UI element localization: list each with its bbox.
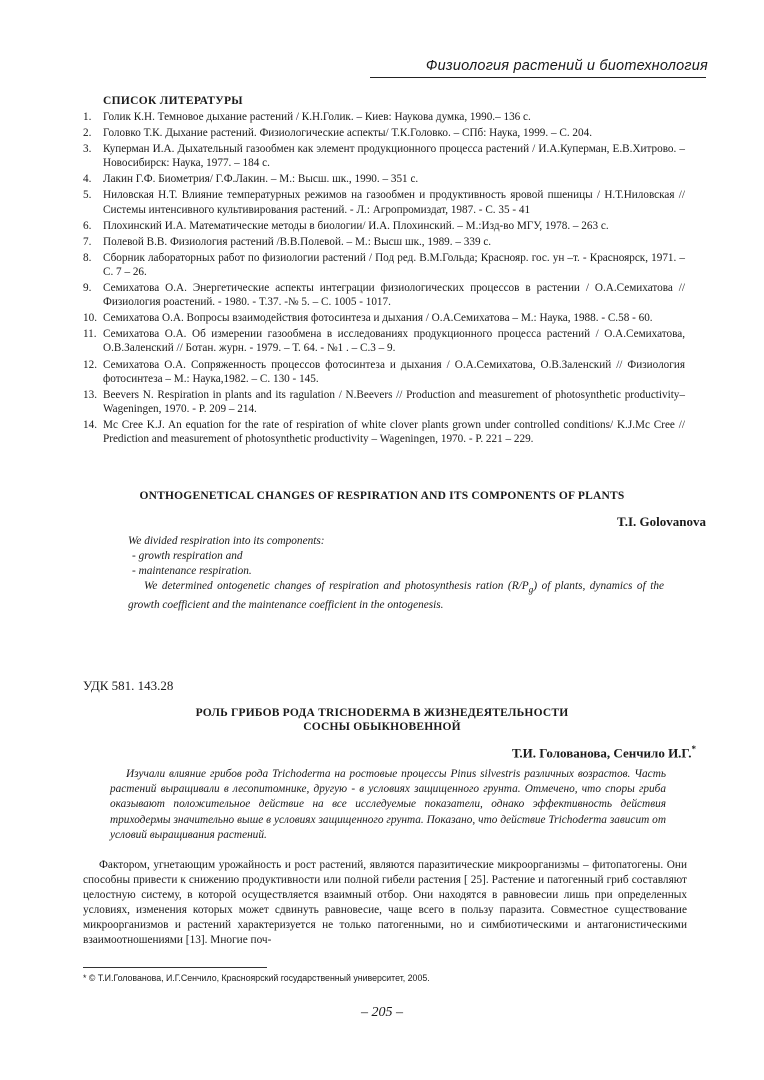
reference-number: 10. (83, 312, 97, 325)
reference-text: Семихатова О.А. Об измерении газообмена в исследованиях продукционного процесса растений / О.А.Семихатова, О.В.Заленский // Ботан. журн. - 1979. – Т. 64. - №1 . – С.3 – 9. (103, 328, 685, 355)
reference-item (83, 110, 685, 124)
reference-number: 13. (83, 388, 97, 401)
reference-number: 14. (83, 418, 97, 431)
running-head: Физиология растений и биотехнология (425, 58, 708, 74)
reference-number: 11. (83, 328, 97, 341)
english-abstract (128, 534, 664, 613)
reference-item (83, 281, 685, 309)
reference-number: 1. (83, 111, 92, 123)
english-article-author: T.I. Golovanova (617, 514, 706, 529)
reference-text: Куперман И.А. Дыхательный газообмен как элемент продукционного процесса растений / И.А.Куперман, Е.В.Хитрово. – Новосибирск: Наука, 1977. – 184 с. (103, 143, 685, 170)
reference-number: 7. (83, 235, 92, 248)
reference-item (83, 251, 685, 279)
reference-item (83, 358, 685, 386)
reference-item (83, 235, 685, 249)
footnote-rule (83, 967, 267, 968)
reference-number: 6. (83, 219, 92, 232)
abstract-subscript: g (528, 585, 534, 596)
reference-number: 8. (83, 251, 92, 264)
abstract-main-start: We determined ontogenetic changes of respiration and photosynthesis ration (R/P (144, 580, 529, 592)
footnote: * © Т.И.Голованова, И.Г.Сенчило, Красноярский государственный университет, 2005. (83, 973, 430, 983)
reference-text: Плохинский И.А. Математические методы в биологии/ И.А. Плохинский. – М.:Изд-во МГУ, 1978. – 263 с. (103, 219, 609, 232)
reference-item (83, 142, 685, 170)
title-line: СОСНЫ ОБЫКНОВЕННОЙ (303, 721, 461, 733)
reference-item (83, 172, 685, 186)
reference-text: Mc Cree K.J. An equation for the rate of respiration of white clover plants grown under controlled conditions/ K.J.Mc Cree // Prediction and measurement of photosynthetic productivity – Wageningen, 1970. - P. 221 – 229. (103, 418, 685, 445)
reference-text: Beevers N. Respiration in plants and its ragulation / N.Beevers // Production and measurement of photosynthetic productivity– Wageningen, 1970. - P. 209 – 214. (103, 388, 685, 415)
authors-text: Т.И. Голованова, Сенчило И.Г. (512, 745, 692, 761)
reference-number: 9. (83, 282, 92, 295)
reference-item (83, 188, 685, 216)
abstract-bullet: - growth respiration and (132, 550, 243, 562)
reference-number: 3. (83, 143, 92, 156)
references-list (83, 110, 685, 448)
reference-text: Голик К.Н. Темновое дыхание растений / К.Н.Голик. – Киев: Наукова думка, 1990.– 136 с. (103, 111, 531, 123)
reference-text: Семихатова О.А. Энергетические аспекты интеграции физиологических процессов в растении / О.А.Семихатова //Физиология роастений. - 1980. - Т.37. -№ 5. – С. 1005 - 1017. (103, 282, 685, 309)
reference-item (83, 388, 685, 416)
english-article-title: ONTHOGENETICAL CHANGES OF RESPIRATION AND ITS COMPONENTS OF PLANTS (139, 490, 625, 502)
reference-text: Головко Т.К. Дыхание растений. Физиологические аспекты/ Т.К.Головко. – СПб: Наука, 1999. – С. 204. (103, 127, 593, 140)
reference-text: Полевой В.В. Физиология растений /В.В.Полевой. – М.: Высш шк., 1989. – 339 с. (103, 235, 492, 248)
footnote-mark: * (691, 744, 696, 754)
reference-item (83, 219, 685, 233)
body-paragraph: Фактором, угнетающим урожайность и рост растений, являются паразитические микроорганизмы – фитопатогены. Они способны привести к снижению продуктивности или полной гибели растения [ 25]. Растение и патогенный гриб составляют целостную систему, в которой осуществляется взаимный отбор. Они находятся в равновесии лишь при определенных условиях, изменения которых может сдвинуть равновесие, чаще всего в пользу паразита. Совместное существование микроорганизмов и растений характеризуется не только патогенными, но и симбиотическими и антагонистическими взаимоотношениями [13]. Многие поч- (83, 859, 687, 946)
reference-number: 4. (83, 173, 92, 186)
russian-abstract: Изучали влияние грибов рода Trichoderma на ростовые процессы Pinus silvestris различных возрастов. Часть растений выращивали в лесопитомнике, другую - в условиях защищенного грунта. Отмечено, что споры гриба оказывают положительное действие на все исследуемые показатели, однако эффективность действия триходермы значительно выше в условиях защищенного грунта. Показано, что действие Trichoderma зависит от условий выращивания растений. (110, 768, 666, 841)
references-title: СПИСОК ЛИТЕРАТУРЫ (103, 95, 243, 107)
abstract-main-end: ) of plants, dynamics of the growth coefficient and the maintenance coefficient in the ontogenesis. (128, 580, 664, 612)
russian-article-authors (512, 744, 696, 761)
reference-text: Семихатова О.А. Сопряженность процессов фотосинтеза и дыхания / О.А.Семихатова, О.В.Заленский // Физиология фотосинтеза – М.: Наука,1982. – С. 130 - 145. (103, 358, 685, 385)
reference-number: 5. (83, 189, 92, 202)
udc-code: УДК 581. 143.28 (83, 678, 174, 693)
reference-number: 2. (83, 127, 92, 140)
abstract-intro: We divided respiration into its components: (128, 535, 325, 547)
reference-item (83, 327, 685, 355)
title-line: РОЛЬ ГРИБОВ РОДА TRICHODERMA В ЖИЗНЕДЕЯТЕЛЬНОСТИ (195, 707, 569, 719)
reference-item (83, 418, 685, 446)
reference-number: 12. (83, 358, 97, 371)
reference-text: Лакин Г.Ф. Биометрия/ Г.Ф.Лакин. – М.: Высш. шк., 1990. – 351 с. (103, 173, 419, 186)
reference-text: Ниловская Н.Т. Влияние температурных режимов на газообмен и продуктивность яровой пшеницы / Н.Т.Ниловская // Системы интенсивного культивирования растений. - Л.: Агропромиздат, 1987. - С. 35 - 41 (103, 189, 685, 216)
page-number: – 205 – (361, 1005, 403, 1020)
abstract-bullet: - maintenance respiration. (132, 565, 252, 577)
header-rule (370, 77, 706, 78)
russian-article-title (60, 706, 704, 734)
reference-item (83, 126, 685, 140)
reference-text: Сборник лабораторных работ по физиологии растений / Под ред. В.М.Гольда; Краснояр. гос. ун –т. - Красноярск, 1971. – С. 7 – 26. (103, 251, 685, 278)
reference-text: Семихатова О.А. Вопросы взаимодействия фотосинтеза и дыхания / О.А.Семихатова – М.: Наука, 1988. - С.58 - 60. (103, 312, 653, 325)
abstract-main (128, 579, 664, 613)
reference-item (83, 311, 685, 325)
